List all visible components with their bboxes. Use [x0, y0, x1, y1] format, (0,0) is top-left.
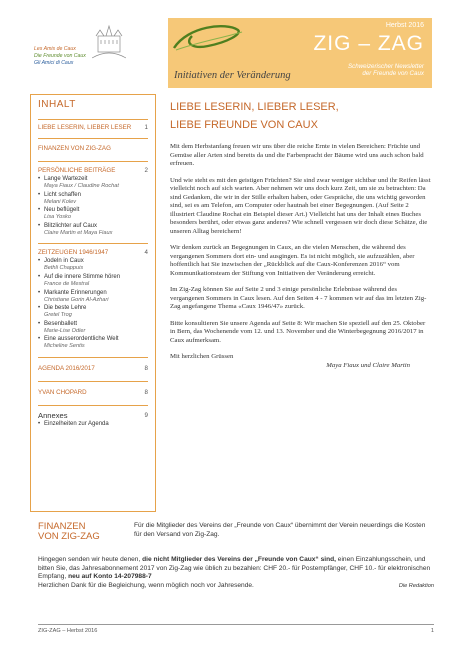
finanzen-heading-line-2: VON ZIG-ZAG: [38, 531, 100, 542]
editorial-article: [170, 98, 432, 370]
toc-section-label: AGENDA 2016/2017: [38, 364, 95, 372]
toc-entry-author: Marie-Lise Odier: [44, 327, 86, 334]
toc-entry-author: Gretel Trog: [44, 312, 72, 319]
redaktion-signature: Die Redaktion: [398, 582, 434, 589]
toc-section: [38, 161, 148, 243]
paragraph: Bitte konsultieren Sie unsere Agenda auf Seite 8: Wir machen Sie speziell auf den 25. Oktober in Bern, das Wochenende vom 12. und 13. November und die Winterbegegnung 2016/2017 in Caux aufmerksam.: [170, 319, 426, 344]
toc-section-label: LIEBE LESERIN, LIEBER LESER: [38, 124, 132, 131]
toc-entry-author: Melani Kolev: [44, 198, 77, 205]
toc-entry-author: Lisa Yosko: [44, 214, 71, 221]
page-number: 1: [430, 628, 434, 634]
toc-entry-author: France de Mestral: [44, 280, 90, 287]
toc-entry-author: Bethli Chappuis: [44, 265, 84, 272]
subtitle-line-1: Schweizerischer Newsletter: [348, 63, 424, 70]
toc-section-label: Annexes: [38, 410, 68, 420]
toc-entry[interactable]: • Lange Wartezeit: [38, 175, 148, 183]
toc-link-agenda[interactable]: [38, 365, 148, 373]
toc-entry[interactable]: • Eine ausserordentliche Welt: [38, 335, 148, 343]
toc-link-zeitzeugen[interactable]: [38, 249, 148, 257]
paragraph: Und wie steht es mit den geistigen Früchten? Sie sind zwar weniger sichtbar und ihr Reifen lässt vielleicht noch auf sich warten. Aber nehmen wir uns doch kurz Zeit, um sie zu betrachten: Da sind Gedanken, die wir in der Stille erhalten haben, oder Gespräche, die uns wichtig geworden sind, sei es am Telefon, am Computer oder hautnah bei einer Begegnungen. (Auf Seite 2 illustriert Claudine Rochat ein Beispiel dieser Art.) Vielleicht hat uns der Inhalt eines Buches besonders berührt, oder etwas ganz anderes? Wie schnell vergessen wir doch diese Schätze, die unseren Alltag bereichern!: [170, 176, 431, 235]
subtitle-line-2: der Freunde von Caux: [362, 70, 424, 77]
newsletter-title: ZIG – ZAG: [313, 32, 424, 55]
finanzen-heading: [38, 522, 100, 542]
toc-entry-author: Christiane Gorin Al-Azhari: [44, 296, 109, 303]
toc-entry[interactable]: • Einzelheiten zur Agenda: [38, 420, 148, 428]
toc-entry[interactable]: • Besenballett: [38, 320, 148, 328]
logo-line-fr: Les Amis de Caux: [34, 46, 76, 52]
toc-link-finanzen[interactable]: [38, 145, 148, 153]
toc-entry-author: Claire Martin et Maya Fiaux: [44, 229, 113, 236]
editorial-heading-1: LIEBE LESERIN, LIEBER LESER,: [170, 101, 339, 113]
castle-icon: [92, 22, 126, 62]
toc-page-number: 4: [144, 249, 148, 257]
editorial-heading-2: LIEBE FREUNDE VON CAUX: [170, 119, 318, 131]
toc-section: [38, 138, 148, 161]
toc-entry[interactable]: • Blitzlichter auf Caux: [38, 222, 148, 230]
toc-entry-author: Micheline Sentis: [44, 343, 85, 350]
toc-section: [38, 381, 148, 405]
season-label: Herbst 2016: [385, 22, 424, 29]
paragraph: Mit dem Herbstanfang freuen wir uns über die reiche Ernte in vielen Bereichen: Früchte und Gemüse aller Arten sind bereits da und die Farbenpracht der Bäume wird uns auch schon bald erfreuen.: [170, 143, 424, 167]
page-header: [0, 0, 460, 92]
toc-section-label: YVAN CHOPARD: [38, 388, 87, 396]
finanzen-body: [38, 556, 434, 590]
toc-page-number: 8: [144, 388, 148, 396]
finanzen-text: Herzlichen Dank für die Begleichung, wenn möglich noch vor Jahresende.: [38, 581, 254, 589]
logo-line-de: Die Freunde von Caux: [34, 53, 86, 59]
toc-page-number: 2: [144, 167, 148, 174]
greeting: Mit herzlichen Grüssen: [170, 353, 234, 360]
toc-entry[interactable]: • Markante Erinnerungen: [38, 289, 148, 297]
footer-label: ZIG-ZAG – Herbst 2016: [38, 628, 98, 634]
finanzen-text: einen Einzahlungsschein, und bitten Sie, das Jahresabonnement 2017 von Zig-Zag wie üblich zu bezahlen: CHF 20.- für Postempfänger, CHF 10.- für elektronischen Empfang,: [38, 556, 431, 580]
toc-entry-author: Maya Fiaux / Claudine Rochat: [44, 183, 119, 189]
table-of-contents: [30, 94, 156, 512]
toc-section: [38, 405, 148, 430]
toc-heading: INHALT: [38, 99, 76, 110]
toc-page-number: 8: [144, 364, 148, 372]
toc-entry[interactable]: • Jodeln in Caux: [38, 257, 148, 265]
toc-entry[interactable]: • Licht schaffen: [38, 191, 148, 199]
swoosh-logo-icon: [168, 20, 248, 56]
toc-link-editorial[interactable]: [38, 124, 148, 132]
finanzen-heading-line-1: FINANZEN: [38, 521, 86, 532]
toc-entry[interactable]: • Die beste Lehre: [38, 304, 148, 312]
toc-link-beitraege[interactable]: [38, 167, 148, 175]
toc-section-label: ZEITZEUGEN 1946/1947: [38, 249, 109, 257]
account-number: neu auf Konto 14-207988-7: [68, 573, 152, 580]
signature: Maya Fiaux und Claire Martin: [326, 361, 410, 369]
toc-link-annexes[interactable]: [38, 412, 148, 420]
toc-section: [38, 243, 148, 357]
toc-section: [38, 119, 148, 138]
toc-section-label: FINANZEN VON ZIG-ZAG: [38, 145, 111, 152]
toc-section-label: PERSÖNLICHE BEITRÄGE: [38, 167, 116, 174]
toc-link-chopard[interactable]: [38, 389, 148, 397]
newsletter-subtitle: [348, 63, 424, 77]
finanzen-text: Hingegen senden wir heute denen,: [38, 556, 143, 563]
toc-page-number: 1: [144, 124, 148, 131]
finanzen-emphasis: die nicht Mitglieder des Vereins der „Freunde von Caux“ sind,: [142, 556, 336, 563]
toc-entry[interactable]: • Auf die innere Stimme hören: [38, 273, 148, 281]
paragraph: Wir denken zurück an Begegnungen in Caux, an die vielen Menschen, die während des vergangenen Sommers dort ein- und ausgingen. Es ist nicht möglich, sie aufzuzählen, aber hoffentlich hat Sie inzwischen der „Rückblick auf die Caux-Konferenzen 2016“ vom Kommunikationsteam der Stiftung von Initiativen der Veränderung erreicht.: [170, 244, 415, 277]
amis-de-caux-logo: [34, 22, 124, 82]
toc-page-number: 9: [144, 411, 148, 419]
tagline: Initiativen der Veränderung: [174, 70, 291, 81]
toc-entry[interactable]: • Neu beflügelt: [38, 206, 148, 214]
logo-line-it: Gli Amici di Caux: [34, 60, 74, 66]
paragraph: Im Zig-Zag können Sie auf Seite 2 und 3 einige persönliche Erlebnisse während des vergangenen Sommers in Caux lesen. Auf den Seiten 4 - 7 kommen wir auf das im letzten Zig-Zag angefangene Thema «Caux 1946/47» zurück.: [170, 286, 427, 310]
toc-section: [38, 357, 148, 381]
finanzen-intro: Für die Mitglieder des Vereins der „Freunde von Caux“ übernimmt der Verein neuerdings die Kosten für den Versand von Zig-Zag.: [134, 522, 426, 538]
page-footer: [38, 624, 434, 634]
